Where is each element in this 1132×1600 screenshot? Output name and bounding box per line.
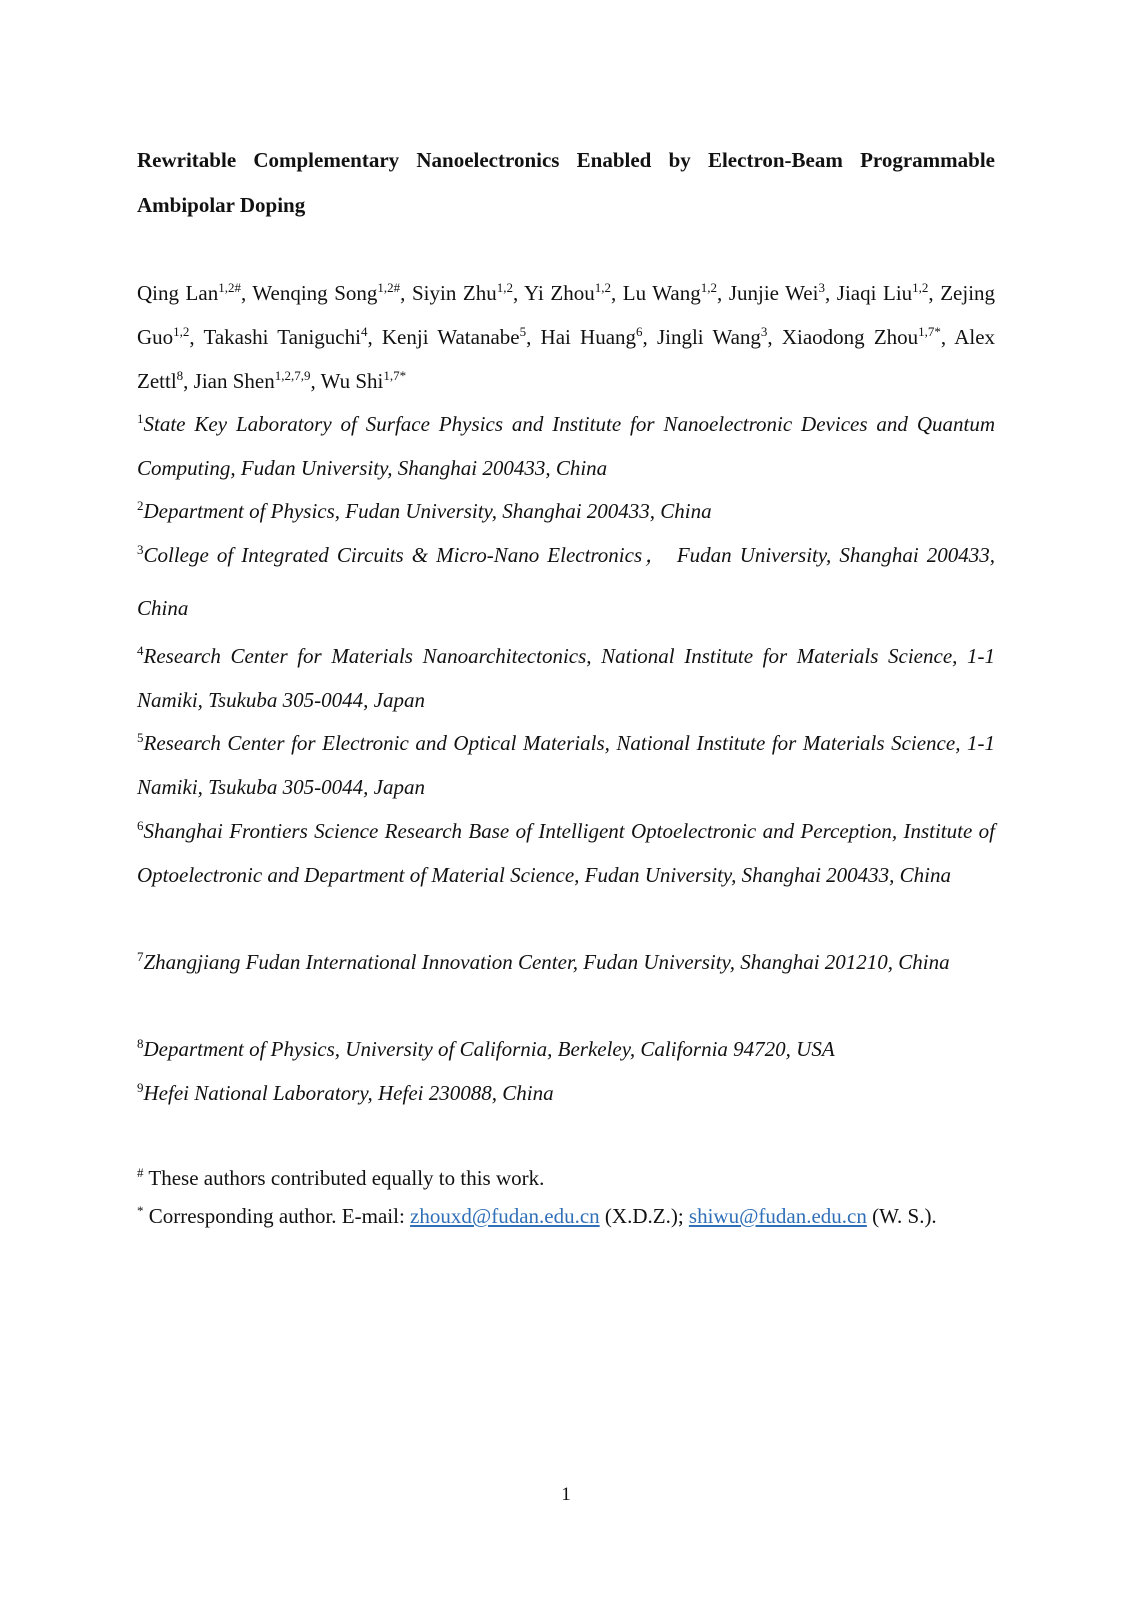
affiliation-text: State Key Laboratory of Surface Physics and Institute for Nanoelectronic Devices and Quantum Computing, Fudan University, Shanghai 200433, China xyxy=(137,412,995,480)
affiliation-number: 4 xyxy=(137,643,144,658)
page-number: 1 xyxy=(561,1484,571,1505)
affiliation-number: 9 xyxy=(137,1080,144,1095)
author-affiliation-marker: 1,7* xyxy=(383,368,407,383)
affiliation-text: Department of Physics, University of California, Berkeley, California 94720, USA xyxy=(143,1037,835,1061)
author-affiliation-marker: 5 xyxy=(519,324,527,339)
affiliation-1 xyxy=(137,402,995,490)
corresponding-prefix: Corresponding author. E-mail: xyxy=(143,1204,411,1228)
author-affiliation-marker: 1,2,7,9 xyxy=(274,368,311,383)
paper-title: Rewritable Complementary Nanoelectronics Enabled by Electron-Beam Programmable Ambipolar Doping xyxy=(137,148,995,217)
affiliation-number: 2 xyxy=(137,498,144,513)
author: Zejing Guo$^{1,2}$, xyxy=(137,281,996,349)
author: Qing Lan$^{1,2\#}$, xyxy=(137,280,253,305)
author-affiliation-marker: 8 xyxy=(176,368,184,383)
author-affiliation-marker: 1,2 xyxy=(594,280,611,295)
author-affiliation-marker: 3 xyxy=(760,324,768,339)
email-2-suffix: (W. S.). xyxy=(866,1204,937,1228)
email-link-zhouxd[interactable]: zhouxd@fudan.edu.cn xyxy=(410,1204,600,1228)
author: Kenji Watanabe$^5$, xyxy=(381,324,541,349)
author: Siyin Zhu$^{1,2}$, xyxy=(411,280,524,305)
affiliation-number: 3 xyxy=(137,542,144,557)
affiliation-number: 5 xyxy=(137,730,144,745)
affiliation-text: Research Center for Electronic and Optical Materials, National Institute for Materials Science, 1-1 Namiki, Tsukuba 305-0044, Japan xyxy=(137,731,995,799)
affiliation-2 xyxy=(137,489,995,533)
corresponding-author-note xyxy=(137,1197,995,1236)
author-affiliation-marker: 1,2 xyxy=(700,280,718,295)
equal-contribution-text: These authors contributed equally to this work. xyxy=(143,1166,545,1190)
email-link-shiwu[interactable]: shiwu@fudan.edu.cn xyxy=(688,1204,867,1228)
author: Lu Wang$^{1,2}$, xyxy=(622,280,729,305)
author: Wu Shi$^{1,7*}$ xyxy=(320,368,407,393)
affiliation-3 xyxy=(137,529,995,635)
affiliation-8 xyxy=(137,1027,995,1071)
author: Hai Huang$^6$, xyxy=(540,324,657,349)
author-affiliation-marker: 1,2 xyxy=(496,280,513,295)
author-affiliation-marker: 1,2# xyxy=(377,280,401,295)
author-affiliation-marker: 1,2 xyxy=(912,280,929,295)
author-list xyxy=(137,271,995,403)
affiliation-text: Hefei National Laboratory, Hefei 230088, China xyxy=(143,1081,554,1105)
author: Jingli Wang$^3$, xyxy=(656,324,782,349)
author-affiliation-marker: 6 xyxy=(636,324,643,339)
affiliation-5 xyxy=(137,721,995,809)
equal-contribution-symbol: # xyxy=(137,1165,144,1180)
affiliation-number: 1 xyxy=(137,411,144,426)
author-affiliation-marker: 3 xyxy=(818,280,825,295)
affiliation-9 xyxy=(137,1071,995,1115)
affiliation-6 xyxy=(137,809,995,897)
email-1-suffix: (X.D.Z.); xyxy=(599,1204,689,1228)
author: Jiaqi Liu$^{1,2}$, xyxy=(836,280,941,305)
author-affiliation-marker: 1,2# xyxy=(218,280,241,295)
affiliation-text: College of Integrated Circuits & Micro-Nano Electronics， Fudan University, Shanghai 200433, China xyxy=(137,543,995,620)
affiliation-number: 6 xyxy=(137,818,144,833)
author-affiliation-marker: 1,2 xyxy=(173,324,190,339)
equal-contribution-note xyxy=(137,1159,995,1198)
author: Junjie Wei$^3$, xyxy=(728,280,837,305)
author-affiliation-marker: 1,7* xyxy=(918,324,941,339)
author: Xiaodong Zhou$^{1,7*}$, xyxy=(781,324,955,349)
author: Yi Zhou$^{1,2}$, xyxy=(524,280,623,305)
affiliation-number: 7 xyxy=(137,949,144,964)
affiliation-7 xyxy=(137,940,995,984)
affiliation-text: Shanghai Frontiers Science Research Base of Intelligent Optoelectronic and Perception, Institute of Optoelectronic and Department of Material Science, Fudan University, Shanghai 200433, China xyxy=(137,819,995,887)
corresponding-symbol: * xyxy=(137,1203,144,1218)
author: Jian Shen$^{1,2,7,9}$, xyxy=(193,368,321,393)
affiliation-4 xyxy=(137,634,995,722)
author: Wenqing Song$^{1,2\#}$, xyxy=(252,280,412,305)
affiliation-number: 8 xyxy=(137,1036,144,1051)
author: Takashi Taniguchi$^4$, xyxy=(203,324,382,349)
affiliation-text: Zhangjiang Fudan International Innovation Center, Fudan University, Shanghai 201210, China xyxy=(143,950,950,974)
affiliation-text: Department of Physics, Fudan University, Shanghai 200433, China xyxy=(143,499,712,523)
affiliation-text: Research Center for Materials Nanoarchitectonics, National Institute for Materials Science, 1-1 Namiki, Tsukuba 305-0044, Japan xyxy=(137,644,995,712)
author: Alex Zettl$^8$, xyxy=(137,325,996,393)
author-affiliation-marker: 4 xyxy=(360,324,368,339)
